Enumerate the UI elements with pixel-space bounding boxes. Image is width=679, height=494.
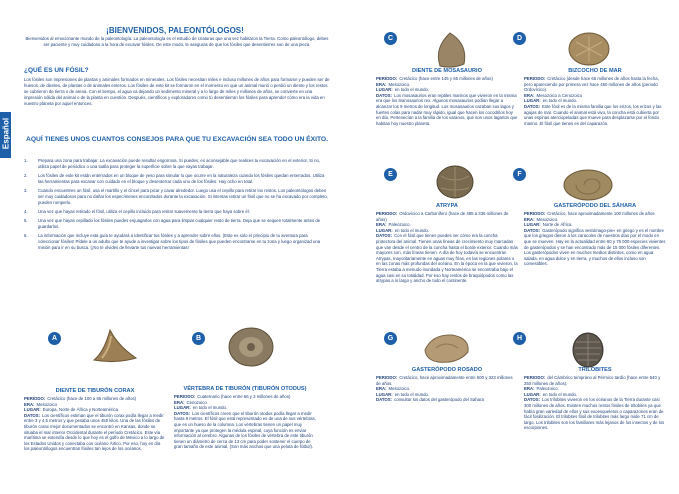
tip-item: 4. Una vez que hayas retirado el fósil, utiliza el cepillo incluido para retirar suavemente la tierra que haya sobre él.	[24, 209, 250, 214]
fossil-name: TRILOBITES	[578, 367, 612, 373]
guide-page	[14, 26, 679, 494]
fossil-name: ATRYPA	[436, 203, 458, 209]
rose-gastropod-image	[422, 330, 472, 366]
fossil-letter-badge: E	[384, 168, 397, 181]
tips-list	[24, 158, 330, 254]
fossil-letter-badge: G	[384, 332, 397, 345]
fossil-name: DIENTE DE TIBURÓN CORAX	[55, 388, 135, 394]
fossil-card-f: GASTERÓPODO DEL SÁHARA PERIODO: Cretácico, hace aproximadamente 100 millones de años ERA: Mesozoico. LUGAR: Norte de África. DATOS: Gasterópodo significa vestómago-pie» en griego y es el nombre que los griegos dieron a los caracoles de nuestros días por el modo en que se mueven. Hay en la actualidad entre 60 y 75 000 especies vivientes de gasterópodos y se han encontrado más de 15 000 fósiles diferentes. Los gasterópodos viven en muchos medios distintos, como en agua salada, en agua dulce y en tierra, y muchos de ellos incluso son comestibles.	[524, 203, 666, 267]
fossil-card-c: DIENTE DE MOSASAURIO PERIODO: Cretácico (hace entre 145 y 65 millones de años) ERA: Mesozoico. LUGAR: en todo el mundo. DATOS: Los mosasaurios eran reptiles marinos que vivieron en la misma era que los tiranosaurios rex. Algunos mosasaurios podían llegar a alcanzar los 9 metros de longitud. Los mosasaurios cazaban sus lagos y fuertes colas para nadar muy rápido, igual que hacen los cocodrilos hoy en día. Pertenecían a la familia de los varanos, que son unos lagartos que habitan hoy nuestro planeta.	[376, 68, 518, 126]
atrypa-image	[435, 164, 475, 200]
fossil-card-h: TRILOBITES PERIODO: del Cámbrico temprano al Pérmico tardío (hace entre 540 y 250 millones de años). ERA: Paleozoico. LUGAR: en todo el mundo. DATOS: Los trilobites vivieron en los océanos de la Tierra durante casi 300 millones de años. Existen muchos restos fósiles de trilobites ya que había gran variedad de ellos y sus exoesqueletos o caparazones eran de fácil fosilización. El trilobites fósil de trilobites más largo mide 71 cm de largo. Los trilobites son los familiares más lejanos de los insectos y de los escorpiones.	[524, 367, 665, 431]
tip-item: 1. Prepara una zona para trabajar. La excavación puede resultar engorrosa. Si puedes, es aconsejable que realices tu excavación en el exterior. Si no, utiliza papel de periódico o una toalla para proteger la superficie sobre la que vayas trabajar.	[24, 158, 321, 169]
sahara-gastropod-image	[562, 168, 614, 202]
fossil-letter-badge: H	[513, 332, 526, 345]
fossil-section-body: Los fósiles son impresiones de plantas y animales formados en minerales. Los fósiles necesitan miles e incluso millones de años para formarse y pueden ser de huesos, de dientes, de plantas o de animales enteros. Los fósiles de este kit se formaron en el momento en que un animal murió o perdió un diente y los restos se cubrieron de tierra o de arena. Con el tiempo, el agua va dejando un sedimento mineral y a lo largo de miles y millones de años, se convierte en una impresión sólida del animal o de la planta en cuestión. Después, científicos y exploradores como tú desentierran los fósiles para aprender cómo era la vida en nuestro planeta por aquel entonces.	[24, 77, 330, 106]
fossil-name: VÉRTEBRA DE TIBURÓN (TIBURÓN OTODUS)	[183, 386, 307, 392]
vertebra-image	[227, 326, 275, 368]
tip-item: 3. Cuando encuentres un fósil, usa el martillo y el cincel para picar y cavar alrededor. Luego usa el cepillo para retirar los restos. Los paleontólogos deben ser muy cuidadosos para no dañar los especímenes encontrados durante la excavación. Si intentas retirar un fósil que no se ha excavado por completo, puedes romperlo.	[24, 188, 328, 205]
fossil-card-a: DIENTE DE TIBURÓN CORAX PERIODO: Cretácico (hace de 100 a 65 millones de años) ERA: Mesozoico LUGAR: Europa, Norte de África y Norteamérica. DATOS: Los científicos estiman que el tiburón corax podía llegar a medir entre 3 y 4,5 metros y que pesaba unos 450 kilos. Una de las fósiles de tiburón corax mejor documentados se encontró en Kansas, donde se situaba el mar interior Occidental durante el período Cretácico. Este vía marítima se extendía desde lo que hoy es el golfo de México a lo largo de los Estados Unidos y conectaba con océano Ártico. Por eso, hoy en día los paleontólogos encuentran fósiles tan lejos de los océanos.	[24, 388, 165, 452]
fossil-name: GASTERÓPODO ROSADO	[411, 367, 483, 373]
fossil-name: DIENTE DE MOSASAURIO	[412, 68, 482, 74]
fossil-card-e: ATRYPA PERIODO: Ordovícico a Carbonífero (hace de 485 a 336 millones de años) ERA: Paleozoico. LUGAR: en todo el mundo. DATOS: Con el fósil que tienes puedes ver cómo era la concha protectora del animal. Tienen unas líneas de crecimiento muy marcadas que van desde el centro de la concha hasta el borde exterior. Cuando más mayores son, más líneas tienen. A día de hoy todavía se encuentran Atrypas, mayoritariamente en aguas muy frías, en las regiones polares o en las zonas más profundas del océano. En la época en la que vivieron, la Tierra estaba a menudo inundada y Norteamérica se encontraba bajo el agua casi en su totalidad. Por eso hay restos de braquiópodos como las atrypas a lo largo y ancho de todo el continente.	[376, 203, 518, 284]
language-tab-label: Español	[1, 117, 11, 150]
fossil-name: GASTERÓPODO DEL SÁHARA	[553, 203, 637, 209]
fossil-letter-badge: A	[48, 332, 61, 345]
fossil-letter-badge: C	[384, 32, 397, 45]
fossil-section-title: ¿QUÉ ES UN FÓSIL?	[24, 67, 89, 74]
welcome-title: ¡BIENVENIDOS, PALEONTÓLOGOS!	[106, 26, 244, 35]
fossil-letter-badge: F	[513, 168, 526, 181]
fossil-letter-badge: B	[192, 332, 205, 345]
fossil-name: BIZCOCHO DE MAR	[568, 68, 622, 74]
shark-tooth-image	[90, 326, 140, 364]
fossil-card-b: VÉRTEBRA DE TIBURÓN (TIBURÓN OTODUS) PERIODO: Cuaternario (hace entre 66 y 3 millones de años) ERA: Cenozoico LUGAR: en todo el mundo. DATOS: Los científicos creen que el tiburón otodus podía llegar a medir hasta 9 metros. El fósil que está representado es de una de sus vértebras, que es un hueso de la columna. Los vértebras tienen un papel muy importante ya que protegen la médula espinal, cuya función es enviar información al cerebro. Algunas de los fósiles de vértebra de este tiburón tienen un diámetro de cerca de 13 cm para poder sostener el cuerpo de gran tamaño de este animal. (Son más anchas que una pelota de fútbol).	[174, 386, 316, 450]
tips-title: AQUÍ TIENES UNOS CUANTOS CONSEJOS PARA QUE TU EXCAVACIÓN SEA TODO UN ÉXITO.	[26, 136, 328, 143]
sea-biscuit-image	[568, 32, 610, 66]
language-tab	[0, 112, 11, 158]
fossil-card-g: GASTERÓPODO ROSADO PERIODO: Cretácico, hace aproximadamente entre 500 y 323 millones de años. ERA: Mesozoico. LUGAR: en todo el mundo. DATOS: consultar los datos del gasterópodo del Sahara	[376, 367, 518, 403]
fossil-card-d: BIZCOCHO DE MAR PERIODO: Cretácico (desde hace 65 millones de años hasta la fecha, pero apareciendo por primera vez hace 450 millones de años (periodo Ordovícico). ERA: Mesozoico a Cenozoico LUGAR: en todo el mundo. DATOS: Este fósil es de la misma familia que los erizos, los erizos y las agujas de mar. Cuando el animal está vivo, la concha está cubierta por unas espinas aterciopeladas que mueve para desplazarse por el fondo marino. El fósil que tienes es del caparazón.	[524, 68, 666, 126]
tip-item: 2. Los fósiles de este kit están enterrados en un bloque de yeso para simular lo que ocurre en la naturaleza cuando los fósiles quedan enterrados. Utiliza las herramientas para excavar con cuidado en el bloque y desenterrar cada uno de los fósiles. Hay ocho en total.	[24, 173, 325, 184]
tip-item: 6. La información que incluye esta guía te ayudará a identificar tus fósiles y a aprender sobre ellos. (Este es solo el principio de tu aventura para coleccionar fósiles! Pídele a un adulto que te ayude a investigar sobre los tipos de fósiles que pueden encontrarse en tu zona y luego organizad una misión para ir en su busca. (¡No te olvides de llevarte tus nuevas herramientas!	[24, 233, 321, 250]
mosasaur-tooth-image	[432, 30, 472, 68]
trilobite-image	[570, 332, 606, 368]
fossil-letter-badge: D	[513, 32, 526, 45]
welcome-intro: Bienvenidos al emocionante mundo de la paleontología. La paleontología es el estudio de criaturas que una vez habitaron la Tierra. Como paleontólogo, debes ser paciente y muy cuidadoso a la hora de excavar fósiles. De este modo, te aseguras de que los fósiles que desentierres son de una pieza.	[25, 36, 329, 47]
tip-item: 5. Una vez que hayas cepillado los fósiles puedes enjuagarlos con agua para limpiar cualquier resto de tierra. Deja que se sequen totalmente antes de guardarlos.	[24, 218, 321, 229]
